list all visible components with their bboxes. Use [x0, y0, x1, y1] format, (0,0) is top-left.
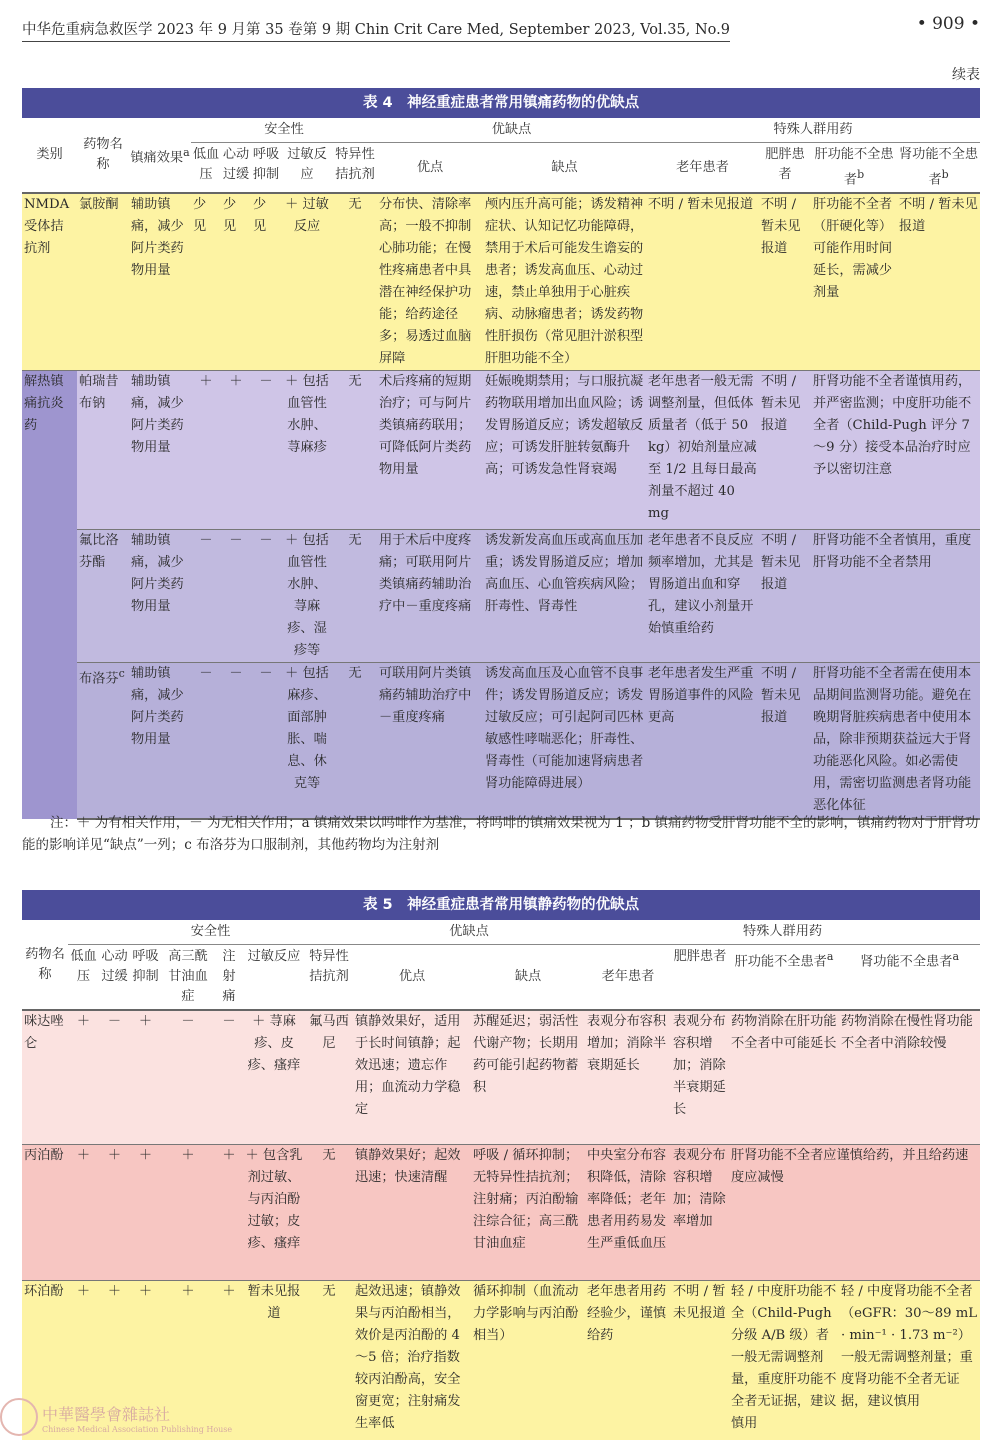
kidney-cell: 不明 / 暂未见报道	[897, 193, 980, 371]
table-row	[22, 371, 980, 530]
effect-cell: 辅助镇痛，减少阿片类药物用量	[129, 530, 191, 663]
liver-kidney-cell: 肝肾功能不全者谨慎用药，并严密监测；中度肝功能不全者（Child-Pugh 评分 7～9 分）接受本品治疗时应予以密切注意	[811, 371, 980, 530]
tg-cell: ＋	[161, 1280, 215, 1440]
t4-header-obese: 肥胖患者	[759, 143, 811, 194]
pros-cell: 可联用阿片类镇痛药辅助治疗中－重度疼痛	[377, 663, 483, 819]
table-row	[22, 663, 980, 819]
obese-cell: 不明 / 暂未见报道	[759, 663, 811, 819]
drug-cell: 咪达唑仑	[22, 1010, 68, 1144]
low-bp-cell: ＋	[68, 1280, 99, 1440]
effect-cell: 辅助镇痛，减少阿片类药物用量	[129, 193, 191, 371]
t5-header-tg: 高三酰甘油血症	[161, 945, 215, 1011]
kidney-cell: 药物消除在慢性肾功能不全者中消除较慢	[839, 1010, 980, 1144]
t4-header-effect: 镇痛效果$^a$	[129, 118, 191, 193]
low-bp-cell: ＋	[68, 1144, 99, 1280]
allergy-cell: ＋ 包括血管性水肿、荨麻疹	[281, 371, 333, 530]
brady-cell: －	[221, 663, 251, 819]
t4-header-low-bp: 低血压	[191, 143, 221, 194]
resp-cell: 少见	[251, 193, 281, 371]
resp-cell: ＋	[130, 1280, 161, 1440]
tg-cell: ＋	[161, 1144, 215, 1280]
obese-cell: 表观分布容积增加；清除率增加	[671, 1144, 729, 1280]
t5-header-safety: 安全性	[68, 920, 353, 945]
t5-header-pain: 注射痛	[215, 945, 243, 1011]
brady-cell: ＋	[99, 1144, 130, 1280]
t4-header-kidney: 肾功能不全患者$^b$	[897, 143, 980, 194]
pros-cell: 镇静效果好，适用于长时间镇静；起效迅速；遗忘作用；血流动力学稳定	[353, 1010, 471, 1144]
t4-header-resp: 呼吸抑制	[251, 143, 281, 194]
resp-cell: ＋	[130, 1144, 161, 1280]
elderly-cell: 老年患者不良反应频率增加，尤其是胃肠道出血和穿孔，建议小剂量开始慎重给药	[646, 530, 759, 663]
page-header	[22, 10, 980, 40]
drug-cell: 帕瑞昔布钠	[77, 371, 129, 530]
table-row	[22, 530, 980, 663]
elderly-cell: 老年患者发生严重胃肠道事件的风险更高	[646, 663, 759, 819]
drug-cell: 氟比洛芬酯	[77, 530, 129, 663]
antagonist-cell: 无	[333, 193, 377, 371]
resp-cell: －	[251, 663, 281, 819]
publisher-logo	[42, 1402, 232, 1434]
publisher-cn: 中華醫學會雜誌社	[42, 1405, 171, 1424]
resp-cell: －	[251, 371, 281, 530]
category-cell: 解热镇痛抗炎药	[22, 371, 77, 819]
t5-header-proscons: 优缺点	[353, 920, 585, 945]
journal-line: 中华危重病急救医学 2023 年 9 月第 35 卷第 9 期 Chin Crit Care Med, September 2023, Vol.35, No.9	[22, 18, 730, 42]
table-5	[22, 890, 980, 1440]
low-bp-cell: ＋	[68, 1010, 99, 1144]
drug-cell: 氯胺酮	[77, 193, 129, 371]
cons-cell: 妊娠晚期禁用；与口服抗凝药物联用增加出血风险；诱发胃肠道反应；诱发超敏反应；可诱发肝脏转氨酶升高；可诱发急性肾衰竭	[483, 371, 646, 530]
cons-cell: 苏醒延迟；弱活性代谢产物；长期用药可能引起药物蓄积	[471, 1010, 585, 1144]
obese-cell: 表观分布容积增加；消除半衰期延长	[671, 1010, 729, 1144]
table-row	[22, 1144, 980, 1280]
t5-header-cons: 缺点	[471, 945, 585, 1011]
t5-header-resp: 呼吸抑制	[130, 945, 161, 1011]
t5-header-pros: 优点	[353, 945, 471, 1011]
liver-kidney-cell: 肝肾功能不全者应谨慎给药，并且给药速度应减慢	[729, 1144, 980, 1280]
low-bp-cell: －	[191, 663, 221, 819]
obese-cell: 不明 / 暂未见报道	[759, 530, 811, 663]
pros-cell: 用于术后中度疼痛；可联用阿片类镇痛药辅助治疗中－重度疼痛	[377, 530, 483, 663]
t4-header-brady: 心动过缓	[221, 143, 251, 194]
elderly-cell: 中央室分布容积降低，清除率降低；老年患者用药易发生严重低血压	[585, 1144, 671, 1280]
cons-cell: 诱发新发高血压或高血压加重；诱发胃肠道反应；增加高血压、心血管疾病风险；肝毒性、肾毒性	[483, 530, 646, 663]
t4-header-proscons: 优缺点	[377, 118, 646, 143]
antagonist-cell: 氟马西尼	[305, 1010, 353, 1144]
cons-cell: 循环抑制（血流动力学影响与丙泊酚相当）	[471, 1280, 585, 1440]
brady-cell: －	[221, 530, 251, 663]
pros-cell: 术后疼痛的短期治疗；可与阿片类镇痛药联用；可降低阿片类药物用量	[377, 371, 483, 530]
antagonist-cell: 无	[305, 1280, 353, 1440]
obese-cell: 不明 / 暂未见报道	[759, 371, 811, 530]
drug-cell: 环泊酚	[22, 1280, 68, 1440]
resp-cell: ＋	[130, 1010, 161, 1144]
t5-header-low-bp: 低血压	[68, 945, 99, 1011]
kidney-cell: 轻 / 中度肾功能不全者（eGFR：30～89 mL · min⁻¹ · 1.73 m⁻²）一般无需调整剂量；重度肾功能不全者无证据，建议慎用	[839, 1280, 980, 1440]
publisher-en: Chinese Medical Association Publishing House	[42, 1425, 233, 1434]
pain-cell: ＋	[215, 1280, 243, 1440]
t5-header-brady: 心动过缓	[99, 945, 130, 1011]
low-bp-cell: －	[191, 530, 221, 663]
allergy-cell: ＋ 包括麻疹、面部肿胀、喘息、休克等	[281, 663, 333, 819]
cons-cell: 诱发高血压及心血管不良事件；诱发胃肠道反应；诱发过敏反应；可引起阿司匹林敏感性哮喘恶化；肝毒性、肾毒性（可能加速肾病患者肾功能障碍进展）	[483, 663, 646, 819]
t5-header-allergy: 过敏反应	[243, 945, 305, 1011]
pain-cell: －	[215, 1010, 243, 1144]
elderly-cell: 老年患者用药经验少，谨慎给药	[585, 1280, 671, 1440]
liver-cell: 肝功能不全者（肝硬化等）可能作用时间延长，需减少剂量	[811, 193, 897, 371]
t4-header-safety: 安全性	[191, 118, 377, 143]
t4-header-category: 类别	[22, 118, 77, 193]
table-row	[22, 1010, 980, 1144]
tg-cell: －	[161, 1010, 215, 1144]
obese-cell: 不明 / 暂未见报道	[671, 1280, 729, 1440]
effect-cell: 辅助镇痛，减少阿片类药物用量	[129, 663, 191, 819]
resp-cell: －	[251, 530, 281, 663]
t5-header-drug: 药物名称	[22, 920, 68, 1010]
brady-cell: ＋	[99, 1280, 130, 1440]
t4-header-allergy: 过敏反应	[281, 143, 333, 194]
antagonist-cell: 无	[305, 1144, 353, 1280]
t4-header-elderly: 老年患者	[646, 143, 759, 194]
t5-header-elderly: 老年患者	[585, 945, 671, 1011]
allergy-cell: ＋ 荨麻疹、皮疹、瘙痒	[243, 1010, 305, 1144]
effect-cell: 辅助镇痛，减少阿片类药物用量	[129, 371, 191, 530]
t4-header-special: 特殊人群用药	[646, 118, 980, 143]
brady-cell: －	[99, 1010, 130, 1144]
t4-header-liver: 肝功能不全患者$^b$	[811, 143, 897, 194]
category-cell: NMDA 受体拮抗剂	[22, 193, 77, 371]
brady-cell: ＋	[221, 371, 251, 530]
t4-header-antagonist: 特异性拮抗剂	[333, 143, 377, 194]
allergy-cell: 暂未见报道	[243, 1280, 305, 1440]
pros-cell: 起效迅速；镇静效果与丙泊酚相当，效价是丙泊酚的 4～5 倍；治疗指数较丙泊酚高，安全窗更宽；注射痛发生率低	[353, 1280, 471, 1440]
antagonist-cell: 无	[333, 371, 377, 530]
drug-cell: 布洛芬$^c$	[77, 663, 129, 819]
antagonist-cell: 无	[333, 530, 377, 663]
table-4	[22, 88, 980, 820]
t5-header-obese: 肥胖患者	[671, 945, 729, 1011]
page-number: • 909 •	[916, 14, 980, 34]
liver-kidney-cell: 肝肾功能不全者需在使用本品期间监测肾功能。避免在晚期肾脏疾病患者中使用本品，除非预期获益远大于肾功能恶化风险。如必需使用，需密切监测患者肾功能恶化体征	[811, 663, 980, 819]
pros-cell: 镇静效果好；起效迅速；快速清醒	[353, 1144, 471, 1280]
liver-cell: 药物消除在肝功能不全者中可能延长	[729, 1010, 839, 1144]
t5-header-kidney: 肾功能不全患者$^a$	[839, 945, 980, 1011]
continued-label: 续表	[952, 67, 980, 83]
cons-cell: 呼吸 / 循环抑制；无特异性拮抗剂；注射痛；丙泊酚输注综合征；高三酰甘油血症	[471, 1144, 585, 1280]
allergy-cell: ＋ 包含乳剂过敏、与丙泊酚过敏；皮疹、瘙痒	[243, 1144, 305, 1280]
low-bp-cell: ＋	[191, 371, 221, 530]
publisher-seal-icon	[0, 1398, 38, 1436]
table-5-title: 表 5 神经重症患者常用镇静药物的优缺点	[22, 890, 980, 920]
antagonist-cell: 无	[333, 663, 377, 819]
elderly-cell: 表观分布容积增加；消除半衰期延长	[585, 1010, 671, 1144]
liver-cell: 轻 / 中度肝功能不全（Child-Pugh 分级 A/B 级）者一般无需调整剂量，重度肝功能不全者无证据，建议慎用	[729, 1280, 839, 1440]
pros-cell: 分布快、清除率高；一般不抑制心肺功能；在慢性疼痛患者中具潜在神经保护功能；给药途径多；易透过血脑屏障	[377, 193, 483, 371]
t5-header-special: 特殊人群用药	[585, 920, 980, 945]
liver-kidney-cell: 肝肾功能不全者慎用，重度肝肾功能不全者禁用	[811, 530, 980, 663]
elderly-cell: 不明 / 暂未见报道	[646, 193, 759, 371]
t5-header-liver: 肝功能不全患者$^a$	[729, 945, 839, 1011]
drug-cell: 丙泊酚	[22, 1144, 68, 1280]
t5-header-antagonist: 特异性拮抗剂	[305, 945, 353, 1011]
elderly-cell: 老年患者一般无需调整剂量，但低体质量者（低于 50 kg）初始剂量应减至 1/2 且每日最高剂量不超过 40 mg	[646, 371, 759, 530]
allergy-cell: ＋ 包括血管性水肿、荨麻疹、湿疹等	[281, 530, 333, 663]
brady-cell: 少见	[221, 193, 251, 371]
allergy-cell: ＋ 过敏反应	[281, 193, 333, 371]
table-4-title: 表 4 神经重症患者常用镇痛药物的优缺点	[22, 88, 980, 118]
low-bp-cell: 少见	[191, 193, 221, 371]
t4-header-cons: 缺点	[483, 143, 646, 194]
pain-cell: ＋	[215, 1144, 243, 1280]
obese-cell: 不明 / 暂未见报道	[759, 193, 811, 371]
cons-cell: 颅内压升高可能；诱发精神症状、认知记忆功能障碍，禁用于术后可能发生谵妄的患者；诱发高血压、心动过速，禁止单独用于心脏疾病、动脉瘤患者；诱发药物性肝损伤（常见胆汁淤积型肝胆功能不全）	[483, 193, 646, 371]
table-4-note: 注：＋ 为有相关作用，－ 为无相关作用；a 镇痛效果以吗啡作为基准，将吗啡的镇痛效果视为 1 ；b 镇痛药物受肝肾功能不全的影响，镇痛药物对于肝肾功能的影响详见“缺点”一列；c 布洛芬为口服制剂，其他药物均为注射剂	[22, 815, 979, 853]
t4-header-drug: 药物名称	[77, 118, 129, 193]
t4-header-pros: 优点	[377, 143, 483, 194]
table-row	[22, 193, 980, 371]
